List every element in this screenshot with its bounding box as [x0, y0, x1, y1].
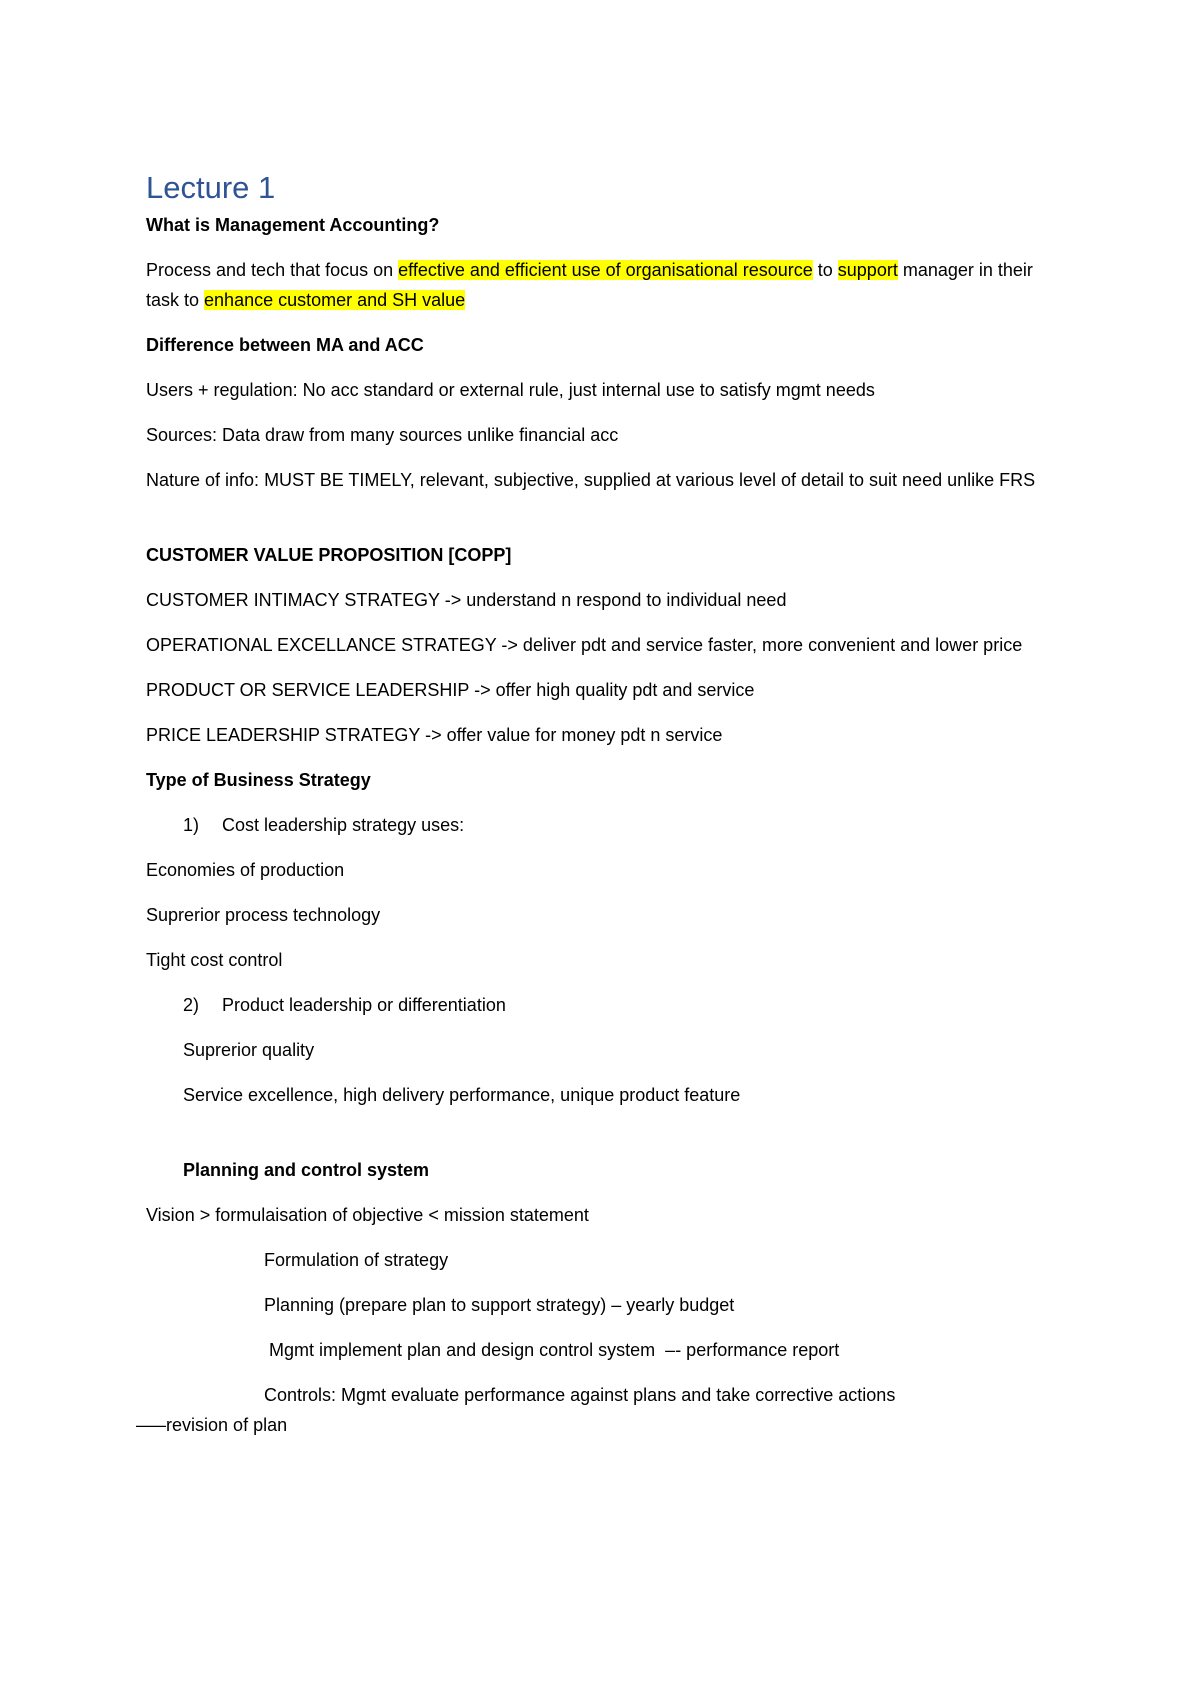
planning-heading: Planning and control system [183, 1160, 430, 1180]
sources-paragraph: Sources: Data draw from many sources unlike financial acc [146, 425, 619, 445]
nature-paragraph: Nature of info: MUST BE TIMELY, relevant, subjective, supplied at various level of detail to suit need unlike FRS [146, 470, 1036, 490]
definition-paragraph [146, 255, 1066, 315]
question-heading: What is Management Accounting? [146, 215, 440, 235]
list-number: 1) [183, 815, 200, 835]
spacer [146, 1125, 1066, 1155]
list-item: Service excellence, high delivery performance, unique product feature [183, 1085, 741, 1105]
business-strategy-heading: Type of Business Strategy [146, 770, 371, 790]
definition-text-2: to [812, 260, 838, 280]
list-item-1 [146, 810, 1066, 840]
cvp-item: PRICE LEADERSHIP STRATEGY -> offer value for money pdt n service [146, 725, 723, 745]
cvp-heading: CUSTOMER VALUE PROPOSITION [COPP] [146, 545, 512, 565]
vision-paragraph: Vision > formulaisation of objective < mission statement [146, 1205, 589, 1225]
list-item: Suprerior quality [183, 1040, 315, 1060]
planning-step: Planning (prepare plan to support strategy) – yearly budget [264, 1295, 735, 1315]
list-item: Suprerior process technology [146, 905, 381, 925]
list-label: Cost leadership strategy uses: [222, 815, 465, 835]
planning-step: Formulation of strategy [264, 1250, 449, 1270]
list-number: 2) [183, 995, 200, 1015]
spacer [146, 510, 1066, 540]
cvp-item: CUSTOMER INTIMACY STRATEGY -> understand n respond to individual need [146, 590, 787, 610]
planning-step: Mgmt implement plan and design control system –- performance report [264, 1340, 840, 1360]
difference-heading: Difference between MA and ACC [146, 335, 424, 355]
cvp-item: PRODUCT OR SERVICE LEADERSHIP -> offer high quality pdt and service [146, 680, 755, 700]
highlight-value: enhance customer and SH value [204, 290, 466, 310]
revision-line: –––revision of plan [136, 1415, 288, 1435]
planning-step: Controls: Mgmt evaluate performance against plans and take corrective actions [264, 1385, 896, 1405]
list-label: Product leadership or differentiation [222, 995, 506, 1015]
definition-text-3: manager in their task to [146, 260, 1033, 310]
page-title: Lecture 1 [146, 170, 276, 205]
users-paragraph: Users + regulation: No acc standard or external rule, just internal use to satisfy mgmt needs [146, 380, 875, 400]
definition-text-1: Process and tech that focus on [146, 260, 399, 280]
cvp-item: OPERATIONAL EXCELLANCE STRATEGY -> deliver pdt and service faster, more convenient and lower price [146, 635, 1023, 655]
highlight-resource: effective and efficient use of organisational resource [398, 260, 813, 280]
list-item: Tight cost control [146, 950, 283, 970]
list-item-2 [146, 990, 1066, 1020]
list-item: Economies of production [146, 860, 345, 880]
document-body [136, 168, 1066, 1455]
highlight-support: support [837, 260, 898, 280]
